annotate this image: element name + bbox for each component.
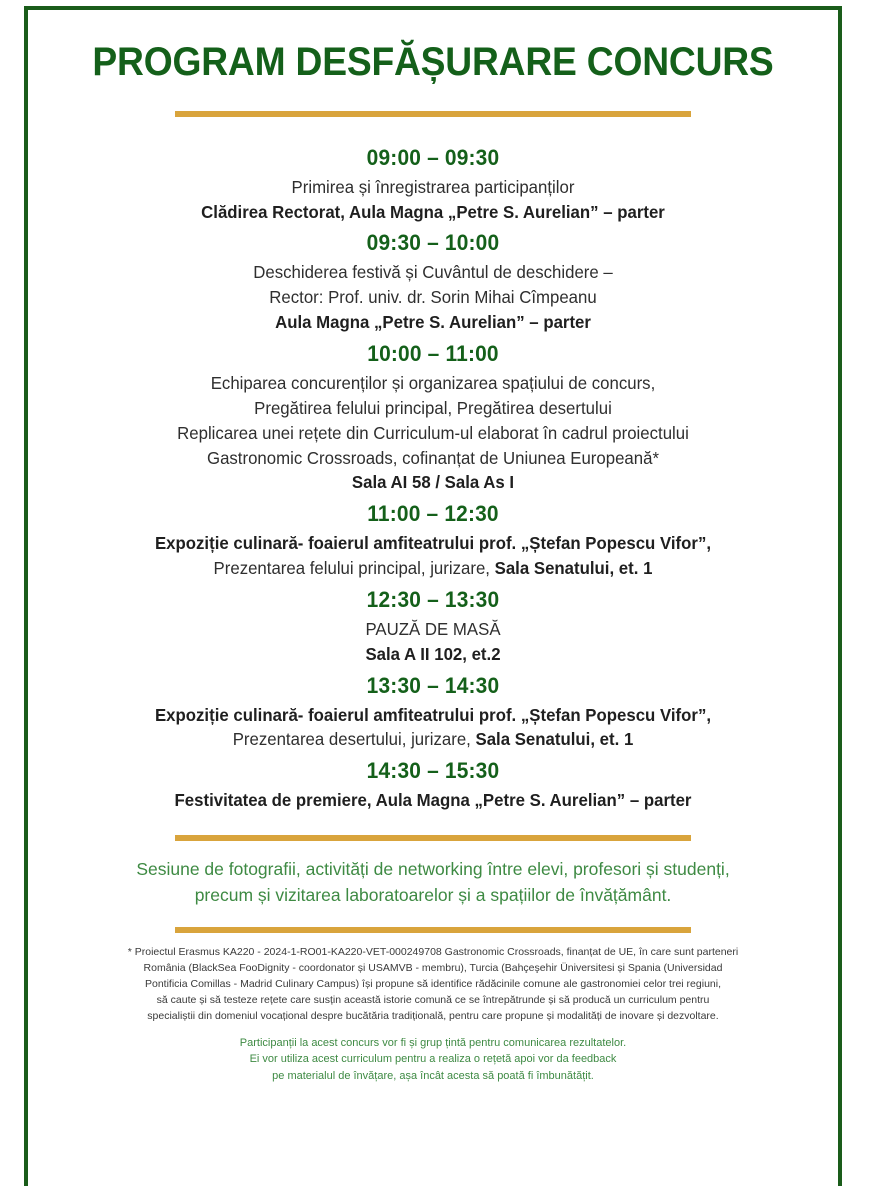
closing-line: Participanții la acest concurs vor fi și grup țintă pentru comunicarea rezultatelor. bbox=[239, 1036, 627, 1049]
slot-time: 12:30 – 13:30 bbox=[366, 586, 500, 612]
slot-line: Deschiderea festivă și Cuvântul de deschidere – bbox=[253, 262, 613, 283]
networking-note bbox=[68, 857, 798, 909]
slot-line-venue: Sala Senatului, et. 1 bbox=[494, 558, 653, 579]
poster-content bbox=[28, 10, 838, 1084]
slot-time: 09:00 – 09:30 bbox=[366, 144, 500, 170]
project-footnote bbox=[60, 945, 806, 1025]
slot-line: Aula Magna „Petre S. Aurelian” – parter bbox=[275, 312, 591, 333]
footnote-line: Pontificia Comillas - Madrid Culinary Campus) își propune să identifice rădăcinile comune ale gastronomiei celor trei regiuni, bbox=[144, 977, 721, 990]
slot-line: Clădirea Rectorat, Aula Magna „Petre S. Aurelian” – parter bbox=[201, 201, 665, 222]
slot-lines bbox=[50, 703, 816, 753]
schedule-slot bbox=[50, 337, 816, 495]
slot-lines bbox=[50, 617, 816, 667]
slot-line: Sala A II 102, et.2 bbox=[365, 643, 501, 664]
schedule-slot bbox=[50, 497, 816, 581]
closing-note bbox=[83, 1035, 783, 1085]
slot-lines bbox=[50, 531, 816, 581]
schedule-slot bbox=[50, 141, 816, 225]
slot-time: 11:00 – 12:30 bbox=[367, 501, 499, 527]
slot-lines bbox=[50, 175, 816, 225]
closing-line: Ei vor utiliza acest curriculum pentru a realiza o rețetă apoi vor da feedback bbox=[249, 1053, 617, 1066]
slot-line: Echiparea concurenților și organizarea spațiului de concurs, bbox=[210, 373, 656, 394]
slot-line: Sala AI 58 / Sala As I bbox=[351, 472, 515, 493]
slot-lines bbox=[50, 260, 816, 335]
slot-line: Expoziție culinară- foaierul amfiteatrului prof. „Ștefan Popescu Vifor”, bbox=[154, 704, 712, 725]
slot-line: Pregătirea felului principal, Pregătirea desertului bbox=[254, 397, 612, 418]
footnote-line: să caute și să testeze rețete care susțin această istorie comună ce se întrepătrunde și să producă un curriculum pentru bbox=[156, 993, 710, 1006]
slot-line-text: Prezentarea felului principal, jurizare, bbox=[213, 558, 495, 579]
footnote-line: specialiștii din domeniul vocațional despre bucătăria tradițională, pentru care propune și modalități de inovare și dezvoltare. bbox=[147, 1009, 719, 1022]
slot-line: PAUZĂ DE MASĂ bbox=[365, 618, 501, 639]
slot-time: 09:30 – 10:00 bbox=[366, 230, 500, 256]
slot-line bbox=[65, 727, 800, 752]
slot-lines bbox=[50, 371, 816, 495]
slot-time: 13:30 – 14:30 bbox=[366, 672, 500, 698]
slot-line bbox=[65, 556, 800, 581]
schedule-list bbox=[50, 141, 816, 813]
slot-line-venue: Sala Senatului, et. 1 bbox=[475, 729, 634, 750]
slot-line: Gastronomic Crossroads, cofinanțat de Uniunea Europeană* bbox=[206, 447, 659, 468]
slot-lines bbox=[50, 788, 816, 813]
slot-time: 14:30 – 15:30 bbox=[366, 758, 500, 784]
poster-frame bbox=[24, 6, 842, 1186]
slot-line: Festivitatea de premiere, Aula Magna „Petre S. Aurelian” – parter bbox=[174, 790, 692, 811]
slot-line: Rector: Prof. univ. dr. Sorin Mihai Cîmpeanu bbox=[269, 287, 597, 308]
slot-line-text: Prezentarea desertului, jurizare, bbox=[232, 729, 476, 750]
page-title: PROGRAM DESFĂȘURARE CONCURS bbox=[92, 40, 774, 84]
schedule-slot bbox=[50, 754, 816, 813]
networking-line: precum și vizitarea laboratoarelor și a spațiilor de învățământ. bbox=[194, 885, 672, 906]
slot-line: Primirea și înregistrarea participanților bbox=[291, 176, 575, 197]
divider-bottom bbox=[175, 927, 691, 933]
slot-line: Expoziție culinară- foaierul amfiteatrului prof. „Ștefan Popescu Vifor”, bbox=[154, 533, 712, 554]
divider-top bbox=[175, 111, 691, 117]
schedule-slot bbox=[50, 583, 816, 667]
networking-line: Sesiune de fotografii, activități de networking între elevi, profesori și studenți, bbox=[136, 859, 730, 880]
schedule-slot bbox=[50, 226, 816, 335]
schedule-slot bbox=[50, 669, 816, 753]
divider-mid bbox=[175, 835, 691, 841]
footnote-line: România (BlackSea FooDignity - coordonator și USAMVB - membru), Turcia (Bahçeşehir Üniversitesi și Spania (Universidad bbox=[143, 961, 723, 974]
closing-line: pe materialul de învățare, așa încât acesta să poată fi îmbunătățit. bbox=[272, 1069, 594, 1082]
slot-line: Replicarea unei rețete din Curriculum-ul elaborat în cadrul proiectului bbox=[177, 422, 689, 443]
footnote-line: * Proiectul Erasmus KA220 - 2024-1-RO01-KA220-VET-000249708 Gastronomic Crossroads, finanțat de UE, în care sunt parteneri bbox=[127, 945, 739, 958]
slot-time: 10:00 – 11:00 bbox=[367, 341, 499, 367]
